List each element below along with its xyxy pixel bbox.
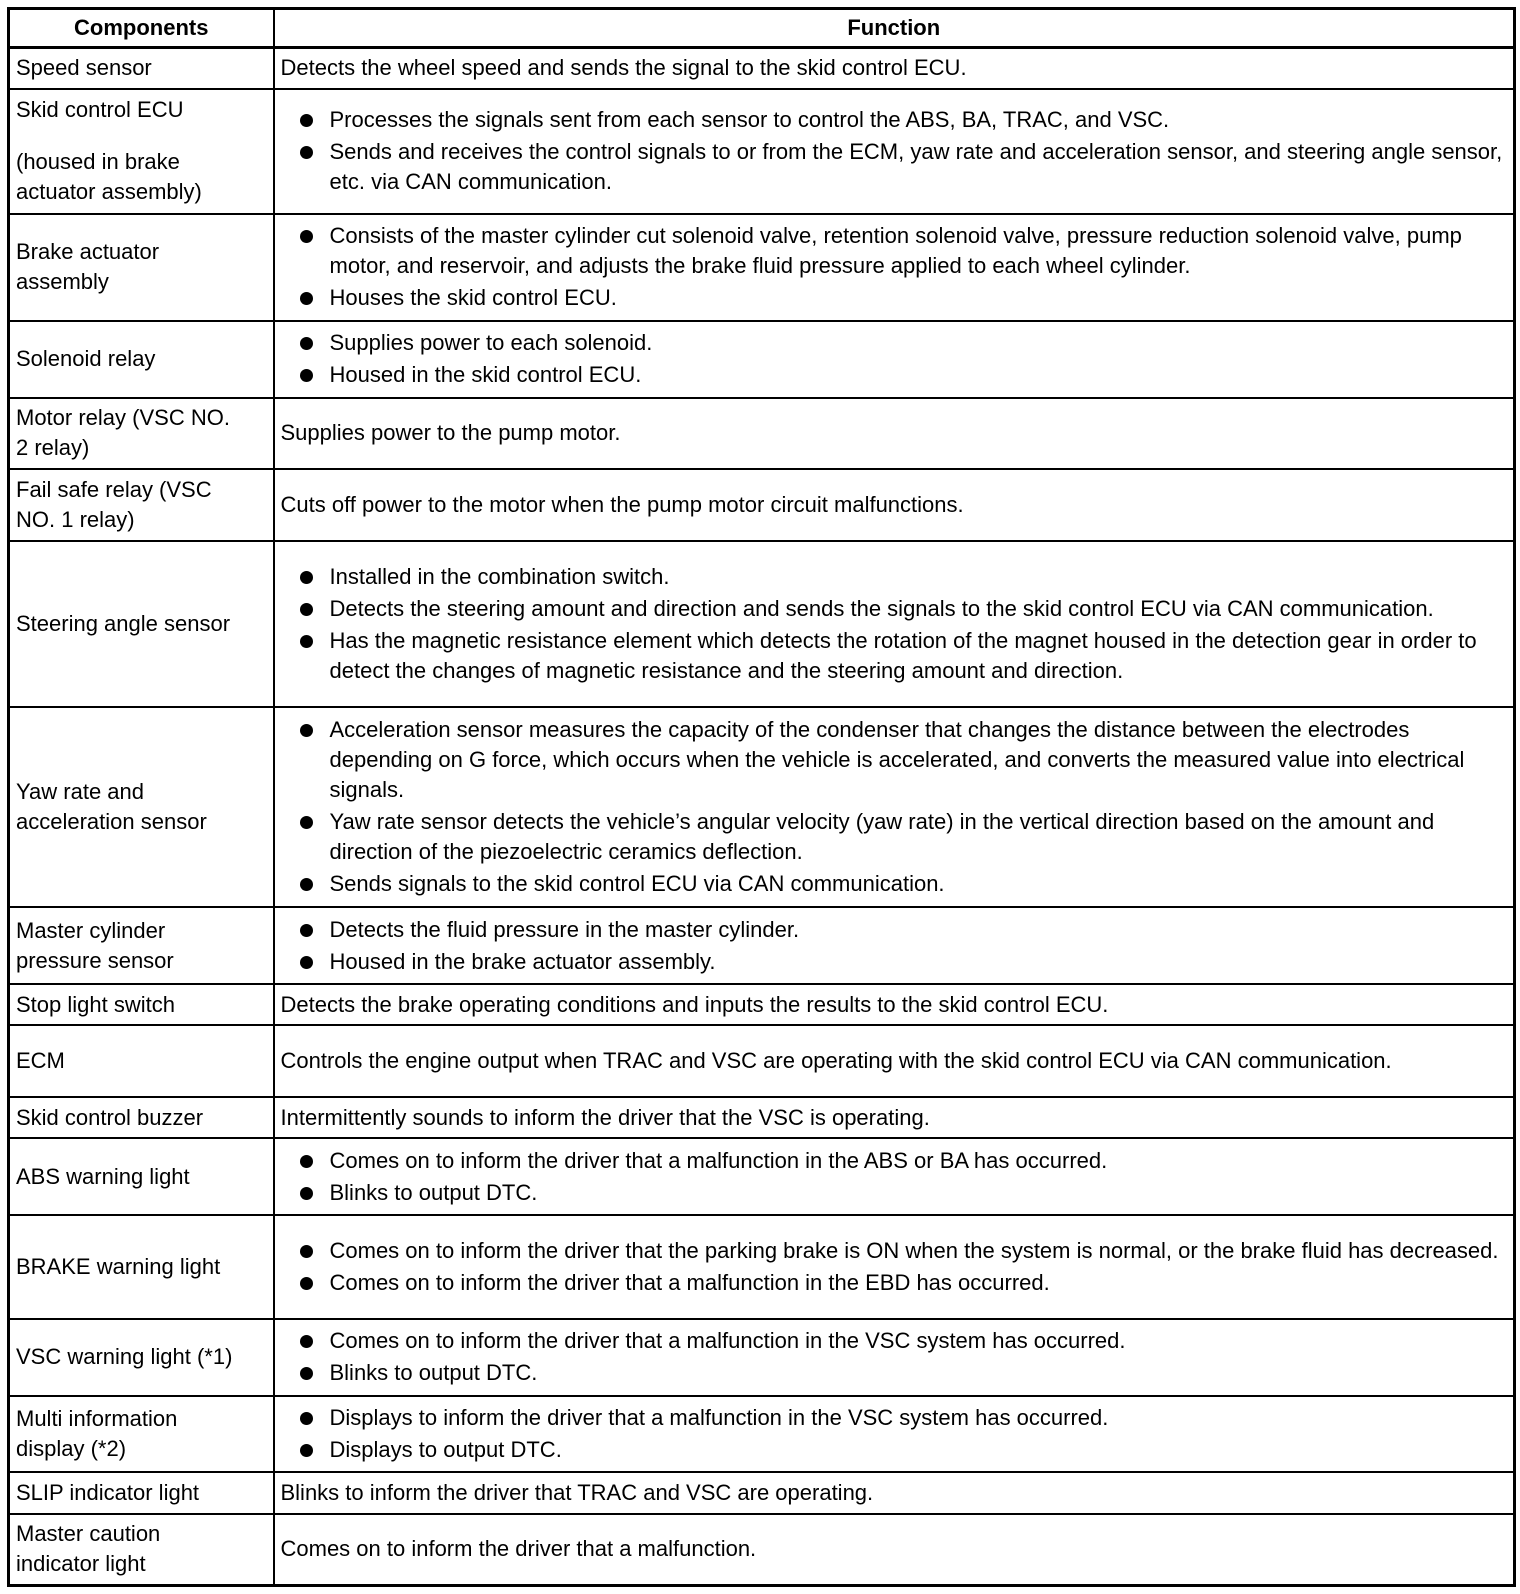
component-cell — [9, 984, 274, 1025]
function-text: Blinks to inform the driver that TRAC and VSC are operating. — [280, 1480, 874, 1506]
table-row — [9, 1025, 1515, 1097]
function-bullet-item: Displays to output DTC. — [281, 1435, 1508, 1465]
function-cell — [274, 398, 1515, 470]
component-name: 2 relay) — [16, 435, 90, 461]
function-bullet-item: Blinks to output DTC. — [281, 1358, 1508, 1388]
function-text: Intermittently sounds to inform the driver that the VSC is operating. — [280, 1104, 930, 1130]
function-bullet-list — [281, 1236, 1508, 1298]
component-name: Skid control ECU — [16, 97, 184, 123]
component-name: Solenoid relay — [16, 346, 156, 372]
component-name: Motor relay (VSC NO. — [16, 405, 230, 431]
function-text: Cuts off power to the motor when the pump motor circuit malfunctions. — [280, 492, 964, 518]
component-cell — [9, 707, 274, 907]
component-name: Master cylinder — [16, 917, 166, 943]
component-name: indicator light — [16, 1551, 146, 1577]
table-row — [9, 1396, 1515, 1473]
component-gap — [16, 125, 267, 147]
function-text: Controls the engine output when TRAC and VSC are operating with the skid control ECU via CAN communication. — [280, 1048, 1392, 1074]
component-name: VSC warning light (*1) — [16, 1344, 233, 1370]
function-bullet-item: Acceleration sensor measures the capacity of the condenser that changes the distance between the electrodes depending on G force, which occurs when the vehicle is accelerated, and converts the measured value into electrical signals. — [281, 715, 1508, 805]
function-bullet-list — [281, 1146, 1508, 1208]
component-cell — [9, 1396, 274, 1473]
function-bullet-list — [281, 562, 1508, 686]
function-text: Detects the brake operating conditions and inputs the results to the skid control ECU. — [280, 991, 1109, 1017]
table-row — [9, 1514, 1515, 1586]
component-cell — [9, 1472, 274, 1513]
component-name: acceleration sensor — [16, 809, 207, 835]
component-name: Speed sensor — [16, 55, 152, 81]
component-cell — [9, 89, 274, 214]
function-text: Comes on to inform the driver that a malfunction. — [280, 1536, 757, 1562]
function-bullet-item: Consists of the master cylinder cut solenoid valve, retention solenoid valve, pressure reduction solenoid valve, pump motor, and reservoir, and adjusts the brake fluid pressure applied to each wheel cylinder. — [281, 221, 1508, 281]
function-bullet-item: Houses the skid control ECU. — [281, 283, 1508, 313]
table-row — [9, 214, 1515, 321]
function-bullet-list — [281, 715, 1508, 899]
component-name: SLIP indicator light — [16, 1480, 200, 1506]
table-row — [9, 1215, 1515, 1319]
function-cell — [274, 1396, 1515, 1473]
header-components: Components — [9, 9, 274, 48]
function-bullet-item: Yaw rate sensor detects the vehicle’s angular velocity (yaw rate) in the vertical direction based on the amount and direction of the piezoelectric ceramics deflection. — [281, 807, 1508, 867]
component-name: Brake actuator — [16, 239, 160, 265]
function-cell — [274, 541, 1515, 708]
component-name: (housed in brake — [16, 149, 180, 175]
header-row — [9, 9, 1515, 48]
function-text: Supplies power to the pump motor. — [280, 420, 621, 446]
function-bullet-item: Processes the signals sent from each sensor to control the ABS, BA, TRAC, and VSC. — [281, 105, 1508, 135]
table-row — [9, 984, 1515, 1025]
table-row — [9, 907, 1515, 984]
component-name: Skid control buzzer — [16, 1104, 204, 1130]
component-name: NO. 1 relay) — [16, 507, 135, 533]
table-row — [9, 398, 1515, 470]
function-cell — [274, 1138, 1515, 1215]
function-cell — [274, 214, 1515, 321]
component-cell — [9, 1514, 274, 1586]
function-bullet-list — [281, 221, 1508, 313]
component-name: display (*2) — [16, 1436, 127, 1461]
function-cell — [274, 469, 1515, 541]
table-row — [9, 707, 1515, 907]
function-cell — [274, 48, 1515, 89]
component-name: Master caution — [16, 1521, 161, 1547]
function-bullet-item: Comes on to inform the driver that a malfunction in the ABS or BA has occurred. — [281, 1146, 1508, 1176]
table-row — [9, 48, 1515, 89]
function-bullet-item: Comes on to inform the driver that the parking brake is ON when the system is normal, or the brake fluid has decreased. — [281, 1236, 1508, 1266]
components-function-table — [7, 7, 1516, 1587]
function-cell — [274, 707, 1515, 907]
component-cell — [9, 321, 274, 398]
component-name: Stop light switch — [16, 991, 175, 1017]
component-name: ECM — [16, 1048, 65, 1074]
function-bullet-item: Housed in the skid control ECU. — [281, 360, 1508, 390]
component-cell — [9, 214, 274, 321]
function-bullet-item: Comes on to inform the driver that a malfunction in the VSC system has occurred. — [281, 1326, 1508, 1356]
component-cell — [9, 398, 274, 470]
component-cell — [9, 907, 274, 984]
table-row — [9, 541, 1515, 708]
function-text: Detects the wheel speed and sends the signal to the skid control ECU. — [280, 55, 967, 81]
function-bullet-item: Blinks to output DTC. — [281, 1178, 1508, 1208]
function-bullet-item: Detects the fluid pressure in the master cylinder. — [281, 915, 1508, 945]
function-cell — [274, 1514, 1515, 1586]
function-cell — [274, 89, 1515, 214]
table-row — [9, 1472, 1515, 1513]
header-function: Function — [274, 9, 1515, 48]
component-name: Yaw rate and — [16, 779, 145, 805]
table-row — [9, 321, 1515, 398]
table-row — [9, 469, 1515, 541]
component-name: Multi information — [16, 1406, 178, 1431]
function-bullet-list — [281, 105, 1508, 197]
component-name: actuator assembly) — [16, 179, 202, 205]
function-bullet-item: Displays to inform the driver that a malfunction in the VSC system has occurred. — [281, 1403, 1508, 1433]
table-body — [9, 48, 1515, 1586]
function-cell — [274, 1097, 1515, 1138]
function-bullet-item: Supplies power to each solenoid. — [281, 328, 1508, 358]
function-bullet-list — [281, 328, 1508, 390]
function-cell — [274, 907, 1515, 984]
component-cell — [9, 1319, 274, 1396]
function-bullet-item: Housed in the brake actuator assembly. — [281, 947, 1508, 977]
component-cell — [9, 1025, 274, 1097]
function-bullet-item: Has the magnetic resistance element which detects the rotation of the magnet housed in the detection gear in order to detect the changes of magnetic resistance and the steering amount and direction. — [281, 626, 1508, 686]
table-row — [9, 1138, 1515, 1215]
function-bullet-list — [281, 915, 1508, 977]
component-name: pressure sensor — [16, 947, 174, 973]
function-cell — [274, 1472, 1515, 1513]
function-cell — [274, 984, 1515, 1025]
component-cell — [9, 48, 274, 89]
function-cell — [274, 1319, 1515, 1396]
component-cell — [9, 1215, 274, 1319]
function-bullet-list — [281, 1326, 1508, 1388]
component-name: Fail safe relay (VSC — [16, 477, 212, 503]
table-row — [9, 89, 1515, 214]
function-cell — [274, 1025, 1515, 1097]
component-cell — [9, 469, 274, 541]
function-bullet-item: Detects the steering amount and direction and sends the signals to the skid control ECU via CAN communication. — [281, 594, 1508, 624]
function-cell — [274, 1215, 1515, 1319]
component-name: ABS warning light — [16, 1163, 190, 1189]
component-cell — [9, 1138, 274, 1215]
function-bullet-item: Comes on to inform the driver that a malfunction in the EBD has occurred. — [281, 1268, 1508, 1298]
component-name: Steering angle sensor — [16, 611, 231, 637]
function-cell — [274, 321, 1515, 398]
function-bullet-item: Sends and receives the control signals to or from the ECM, yaw rate and acceleration sensor, and steering angle sensor, etc. via CAN communication. — [281, 137, 1508, 197]
component-cell — [9, 1097, 274, 1138]
table-row — [9, 1319, 1515, 1396]
table-header — [9, 9, 1515, 48]
component-cell — [9, 541, 274, 708]
table-row — [9, 1097, 1515, 1138]
component-name: BRAKE warning light — [16, 1254, 221, 1279]
function-bullet-list — [281, 1403, 1508, 1465]
function-bullet-item: Installed in the combination switch. — [281, 562, 1508, 592]
function-bullet-item: Sends signals to the skid control ECU via CAN communication. — [281, 869, 1508, 899]
component-name: assembly — [16, 269, 109, 295]
